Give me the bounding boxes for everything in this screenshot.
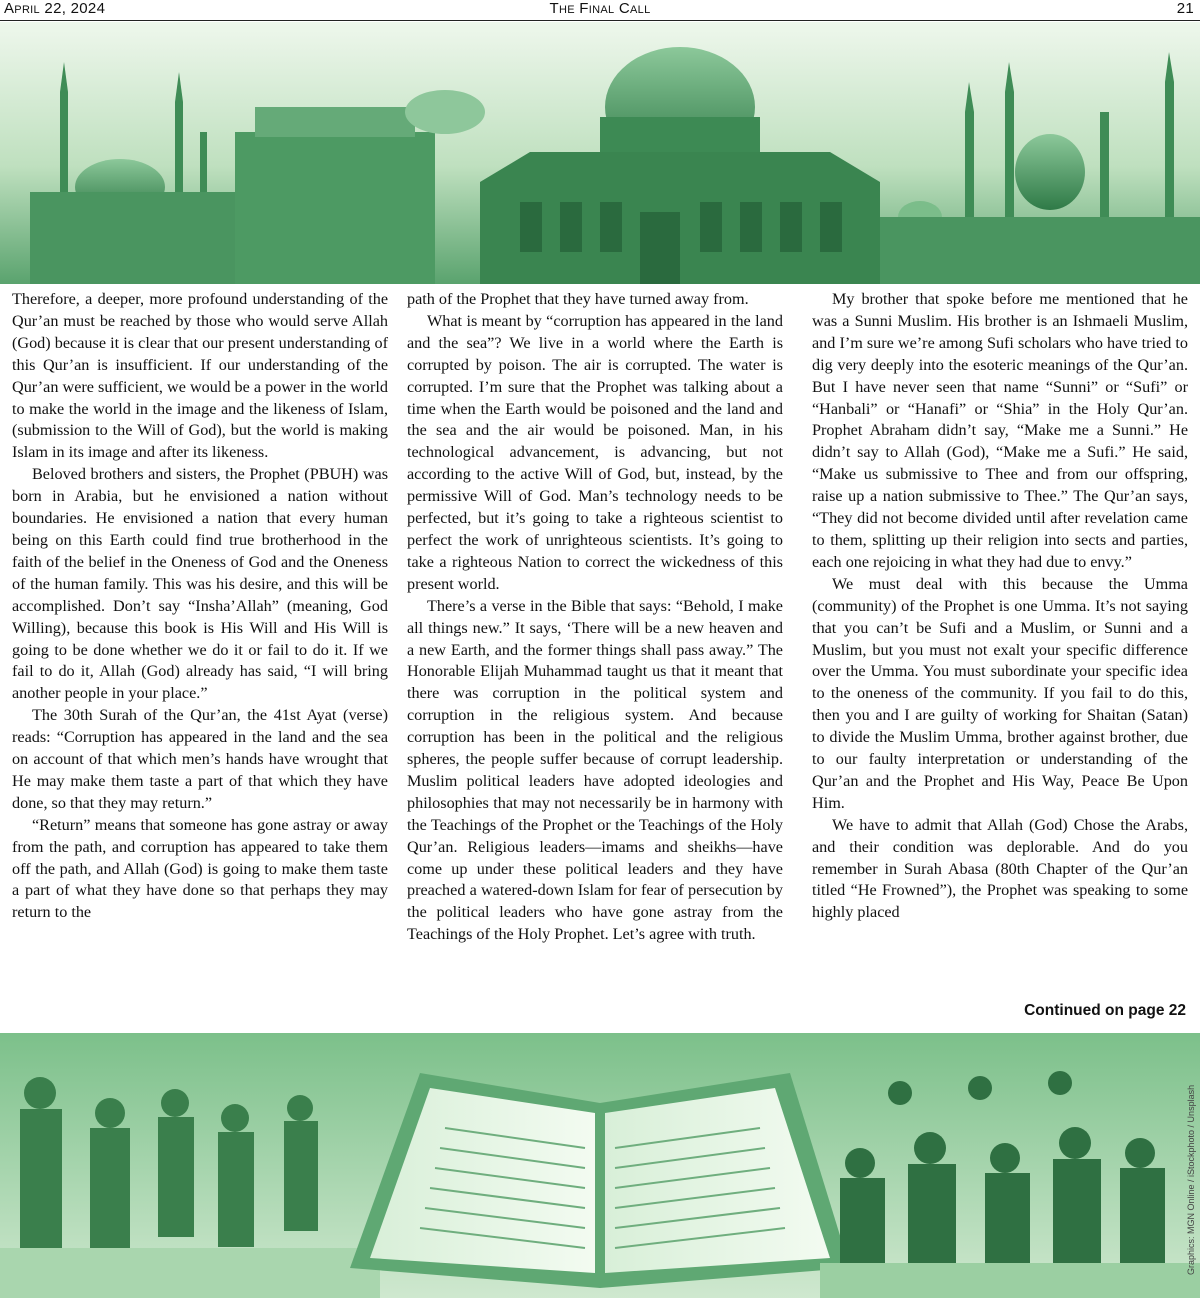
paragraph: There’s a verse in the Bible that says: “Behold, I make all things new.” It says, ‘There will be a new heaven and a new Earth, and the former things shall pass away.” The Honorable Elijah Muhammad taught us that it meant that there was corruption in the political system and corruption in the religious system. And because corruption has been in the political and the religious spheres, the people suffer because of corrupt leadership. Muslim political leaders have adopted ideologies and philosophies that may not necessarily be in harmony with the Teachings of the Prophet or the Teachings of the Holy Qur’an. Religious leaders—imams and sheikhs—have come up under these political leaders and they have preached a watered-down Islam for fear of persecution by the political leaders who have gone astray from the Teachings of the Holy Prophet. Let’s agree with truth. [407,596,783,944]
publication-name: The Final Call [549,0,651,17]
article-column-3 [812,289,1188,924]
paragraph: We must deal with this because the Umma (community) of the Prophet is one Umma. It’s not saying that you can’t be Sufi and a Muslim, or Sunni and a Muslim, but you must not exalt your specific difference over the Umma. You must subordinate your specific idea to the oneness of the community. If you fail to do this, then you and I are guilty of working for Shaitan (Satan) to divide the Muslim Umma, brother against brother, due to our faulty interpretation or understanding of the Qur’an and the Prophet and His Way, Peace Be Upon Him. [812,574,1188,812]
continued-jump-link[interactable]: Continued on page 22 [1024,1002,1186,1019]
quran-and-worshippers-collage-icon [0,1033,1200,1298]
top-banner-image [0,22,1200,284]
paragraph: What is meant by “corruption has appeared in the land and the sea”? We live in a world where the Earth is corrupted by poison. The air is corrupted. The water is corrupted. I’m sure that the Prophet was talking about a time when the Earth would be poisoned and the land and the sea and the air would be poisoned. Man, in his technological advancement, is advancing, but not according to the active Will of God, but, instead, by the permissive Will of God. Man’s technology needs to be perfected, but it’s going to take a righteous scientist to perfect the work of unrighteous scientists. It’s going to take a righteous Nation to correct the wickedness of this present world. [407,311,783,593]
article-column-2 [407,289,783,946]
paragraph: The 30th Surah of the Qur’an, the 41st Ayat (verse) reads: “Corruption has appeared in the land and the sea on account of that which men’s hands have wrought that He may make them taste a part of that which they have done, so that they may return.” [12,706,388,812]
paragraph: “Return” means that someone has gone astray or away from the path, and corruption has appeared to take them off the path, and Allah (God) is going to make them taste a part of what they have done so that perhaps they may return to the [12,815,388,922]
article-column-1 [12,289,388,924]
bottom-banner-image [0,1033,1200,1298]
photo-credit: Graphics: MGN Online / iStockphoto / Unsplash [1186,1084,1196,1275]
paragraph: path of the Prophet that they have turned away from. [407,290,749,308]
page-number: 21 [1176,0,1194,17]
paragraph: Therefore, a deeper, more profound understanding of the Qur’an must be reached by those who would serve Allah (God) because it is clear that our present understanding of this Qur’an is insufficient. If our understanding of the Qur’an were sufficient, we would be a power in the world to make the world in the image and the likeness of Islam, (submission to the Will of God), but the world is making Islam in its image and after its likeness. [12,290,388,462]
paragraph: We have to admit that Allah (God) Chose the Arabs, and their condition was deplorable. And do you remember in Surah Abasa (80th Chapter of the Qur’an titled “He Frowned”), the Prophet was speaking to some highly placed [812,815,1188,922]
mosques-collage-icon [0,22,1200,284]
paragraph: My brother that spoke before me mentioned that he was a Sunni Muslim. His brother is an Ishmaeli Muslim, and I’m sure we’re among Sufi scholars who have tried to dig very deeply into the esoteric meanings of the Qur’an. But I have never seen that name “Sunni” or “Sufi” or “Hanbali” or “Hanafi” or “Shia” in the Holy Qur’an. Prophet Abraham didn’t say, “Make me a Sunni.” He didn’t say to Allah (God), “Make me a Sufi.” He said, “Make us submissive to Thee and from our offspring, raise up a nation submissive to Thee.” The Qur’an says, “They did not become divided until after revelation came to them, splitting up their religion into sects and parties, each one rejoicing in what they had due to envy.” [812,290,1188,571]
issue-date: April 22, 2024 [4,0,106,17]
page-header [0,0,1200,21]
paragraph: Beloved brothers and sisters, the Prophet (PBUH) was born in Arabia, but he envisioned a nation without boundaries. He envisioned a nation that every human being on this Earth could find true brotherhood in the faith of the belief in the Oneness of God and the Oneness of the human family. This was his desire, and this will be accomplished. Don’t say “Insha’Allah” (meaning, God Willing), because this book is His Will and His Will is going to be done whether we do it or fail to do it. If we fail to do it, Allah (God) already has said, “I will bring another people in your place.” [12,465,388,703]
